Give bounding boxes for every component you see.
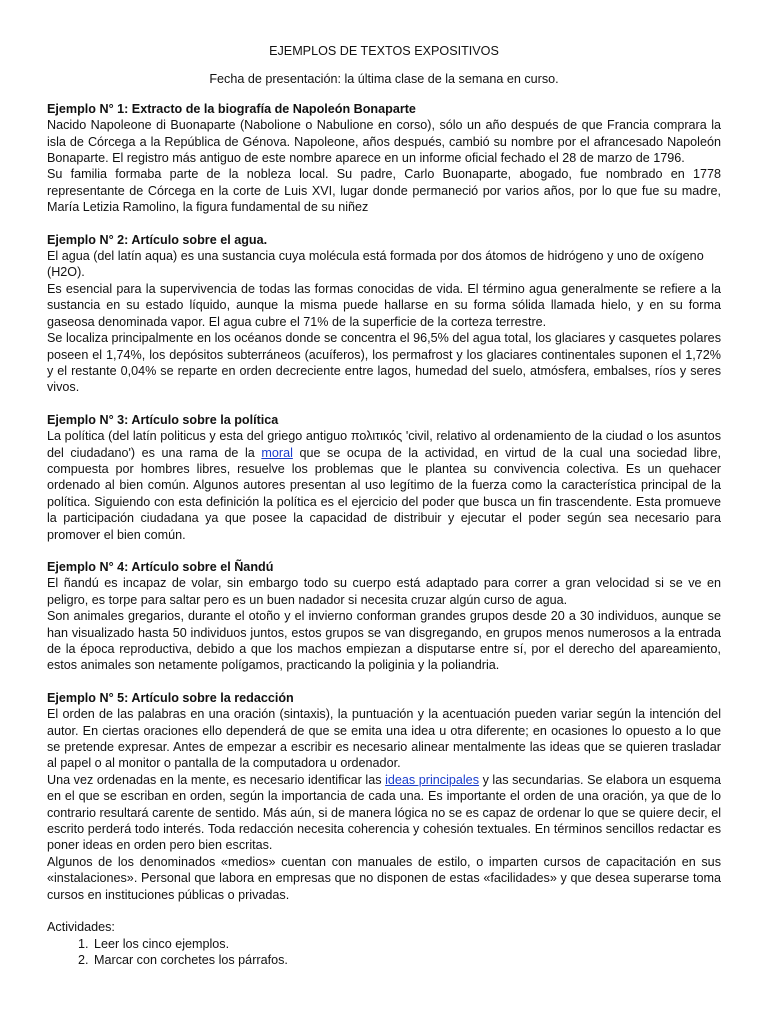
activity-item: 2. Marcar con corchetes los párrafos. xyxy=(92,952,721,968)
example-heading: Ejemplo N° 2: Artículo sobre el agua. xyxy=(47,232,268,247)
activities-title: Actividades: xyxy=(47,920,115,935)
paragraph: Se localiza principalmente en los océanos donde se concentra el 96,5% del agua total, los glaciares y casquetes polares poseen el 1,74%, los depósitos subterráneos (acuíferos), los permafrost y los glaciares continentales suponen el 1,72% y el restante 0,04% se reparte en orden decreciente entre lagos, humedad del suelo, atmósfera, embalses, ríos y seres vivos. xyxy=(47,331,721,395)
paragraph: Su familia formaba parte de la nobleza local. Su padre, Carlo Buonaparte, abogado, fue nombrado en 1778 representante de Córcega en la corte de Luis XVI, lugar donde permaneció por varios años, por lo que fue su madre, María Letizia Ramolino, la figura fundamental de su niñez xyxy=(47,167,721,215)
example-heading: Ejemplo N° 5: Artículo sobre la redacción xyxy=(47,690,294,705)
example-3 xyxy=(47,412,721,543)
ideas-principales-link[interactable]: ideas principales xyxy=(385,772,479,787)
paragraph-text: que se ocupa de la actividad, en virtud de la cual una sociedad libre, compuesta por hombres libres, resuelve los problemas que le plantea su convivencia colectiva. Es un quehacer ordenado al bien común. Algunos autores presentan al uso legítimo de la fuerza como la característica principal de la política. Siguiendo con esta definición la política es el ejercicio del poder que busca un fin trascendente. Esta promueve la participación ciudadana ya que posee la capacidad de distribuir y ejecutar el poder según sea necesario para promover el bien común. xyxy=(47,445,722,542)
paragraph-text: Una vez ordenadas en la mente, es necesario identificar las xyxy=(47,772,386,787)
paragraph xyxy=(47,428,721,543)
moral-link[interactable]: moral xyxy=(261,445,293,460)
paragraph: Es esencial para la supervivencia de todas las formas conocidas de vida. El término agua generalmente se refiere a la sustancia en su estado líquido, aunque la misma puede hallarse en su forma sólida llamada hielo, y en su forma gaseosa denominada vapor. El agua cubre el 71% de la superficie de la corteza terrestre. xyxy=(47,281,721,329)
example-heading: Ejemplo N° 4: Artículo sobre el Ñandú xyxy=(47,559,274,574)
example-5 xyxy=(47,690,721,903)
paragraph: Nacido Napoleone di Buonaparte (Nabolione o Nabulione en corso), sólo un año después de que Francia comprara la isla de Córcega a la República de Génova. Napoleone, años después, cambió su nombre por el afrancesado Napoleón Bonaparte. El registro más antiguo de este nombre aparece en un informe oficial fechado el 28 de marzo de 1796. xyxy=(47,118,721,166)
document-body xyxy=(47,43,721,968)
paragraph: El orden de las palabras en una oración (sintaxis), la puntuación y la acentuación pueden variar según la intención del autor. En ciertas oraciones ello dependerá de que se emita una idea u otra diferente; en ocasiones lo opuesto a lo que se pretende expresar. Antes de empezar a escribir es necesario alinear mentalmente las ideas que se quieren trasladar al papel o al monitor o pantalla de la computadora u ordenador. xyxy=(47,707,721,771)
paragraph: Son animales gregarios, durante el otoño y el invierno conforman grandes grupos desde 20 a 30 individuos, aunque se han visualizado hasta 50 individuos juntos, estos grupos se van disgregando, en grupos menos numerosos a la entrada de la época reproductiva, debido a que los machos empiezan a disputarse entre sí, por el derecho del apareamiento, estos animales son netamente polígamos, practicando la poliginia y la poliandria. xyxy=(47,609,721,673)
example-1 xyxy=(47,101,721,216)
paragraph: El ñandú es incapaz de volar, sin embargo todo su cuerpo está adaptado para correr a gran velocidad si se ve en peligro, es torpe para saltar pero es un buen nadador si necesita cruzar algún curso de agua. xyxy=(47,576,721,607)
paragraph-text: y las secundarias. Se elabora un esquema en el que se escriban en orden, según la importancia de cada una. Es importante el orden de una oración, ya que de lo contrario resultará carente de sentido. Más aún, si de manera lógica no se es capaz de ordenar lo que se quiere decir, el escrito perderá todo interés. Toda redacción necesita coherencia y cohesión textuales. En términos sencillos redactar es poner ideas en orden pero bien escritas. xyxy=(47,772,721,853)
paragraph: El agua (del latín aqua) es una sustancia cuya molécula está formada por dos átomos de hidrógeno y uno de oxígeno (H2O). xyxy=(47,249,704,280)
activities-list xyxy=(47,936,721,969)
example-2 xyxy=(47,232,721,396)
document-title: EJEMPLOS DE TEXTOS EXPOSITIVOS xyxy=(269,44,499,58)
example-4 xyxy=(47,559,721,674)
activity-item: 1. Leer los cinco ejemplos. xyxy=(92,936,721,952)
presentation-date: Fecha de presentación: la última clase de la semana en curso. xyxy=(209,72,559,87)
paragraph xyxy=(47,772,721,854)
paragraph: Algunos de los denominados «medios» cuentan con manuales de estilo, o imparten cursos de capacitación en sus «instalaciones». Personal que labora en empresas que no disponen de estas «facilidades» y que desea superarse toma cursos en instituciones públicas o privadas. xyxy=(47,854,721,902)
example-heading: Ejemplo N° 3: Artículo sobre la política xyxy=(47,412,279,427)
activities-section xyxy=(47,919,721,968)
example-heading: Ejemplo N° 1: Extracto de la biografía de Napoleón Bonaparte xyxy=(47,101,416,116)
paragraph-text: La política (del latín politicus y esta del griego antiguo πολιτικός 'civil, relativo al ordenamiento de la ciudad o los asuntos del ciudadano') es una rama de la xyxy=(47,429,721,460)
